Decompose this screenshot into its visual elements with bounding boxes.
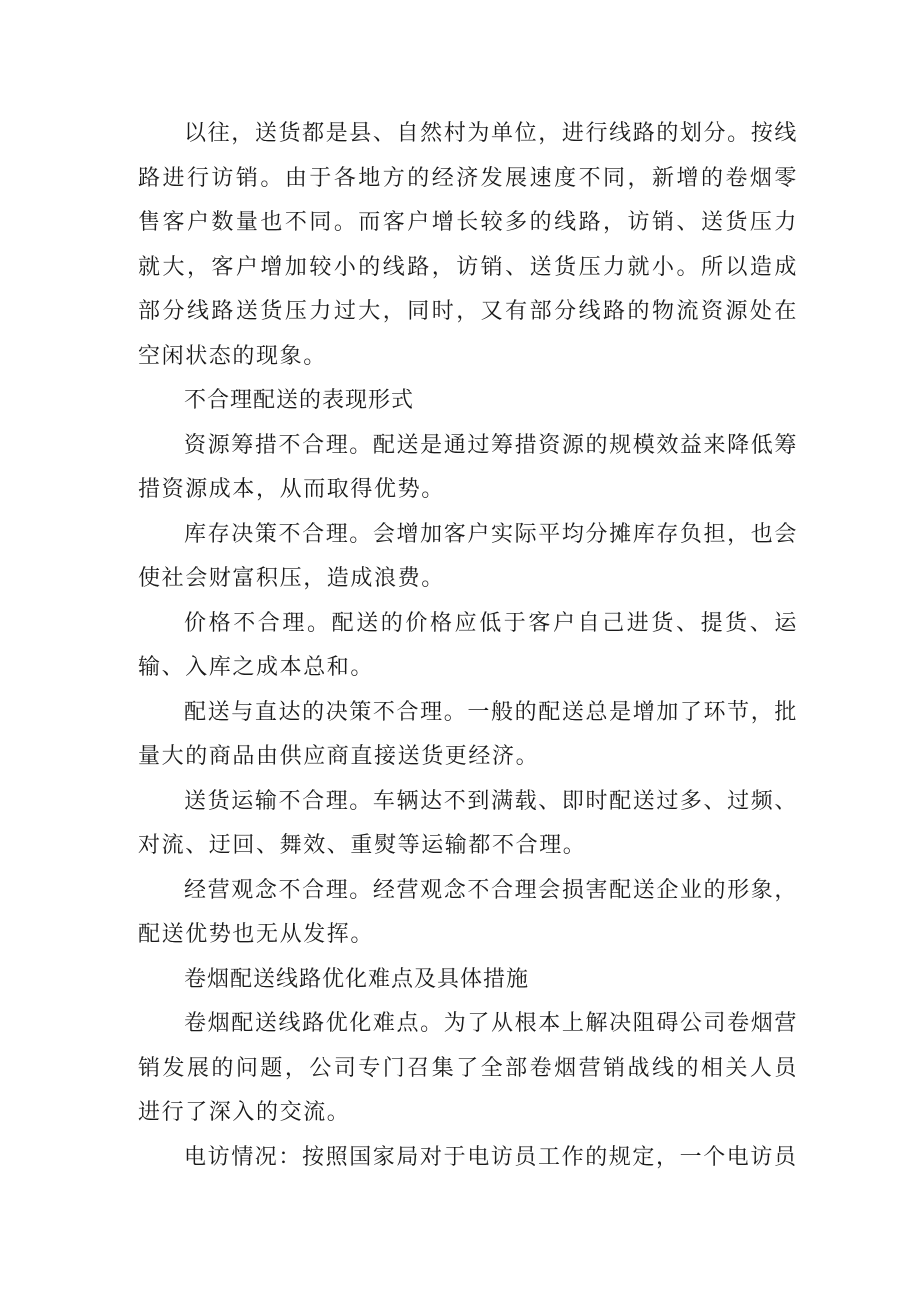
paragraph-route-division: 以往，送货都是县、自然村为单位，进行线路的划分。按线路进行访销。由于各地方的经济发展速度不同，新增的卷烟零售客户数量也不同。而客户增长较多的线路，访销、送货压力就大，客户增加较小的线路，访销、送货压力就小。所以造成部分线路送货压力过大，同时，又有部分线路的物流资源处在空闲状态的现象。 (138, 121, 798, 369)
paragraph-phone-visit: 电访情况：按照国家局对于电访员工作的规定，一个电访员 (184, 1144, 798, 1170)
document-body (138, 112, 798, 1180)
section-heading-route-optimization: 卷烟配送线路优化难点及具体措施 (184, 966, 530, 992)
paragraph-inventory-decision: 库存决策不合理。会增加客户实际平均分摊库存负担，也会使社会财富积压，造成浪费。 (138, 521, 798, 591)
paragraph-transport: 送货运输不合理。车辆达不到满载、即时配送过多、过频、对流、迂回、舞效、重熨等运输都不合理。 (138, 788, 798, 858)
paragraph-optimization-difficulty: 卷烟配送线路优化难点。为了从根本上解决阻碍公司卷烟营销发展的问题，公司专门召集了全部卷烟营销战线的相关人员进行了深入的交流。 (138, 1011, 798, 1125)
paragraph-direct-delivery-decision: 配送与直达的决策不合理。一般的配送总是增加了环节，批量大的商品由供应商直接送货更经济。 (138, 699, 798, 769)
paragraph-price: 价格不合理。配送的价格应低于客户自己进货、提货、运输、入库之成本总和。 (138, 610, 798, 680)
paragraph-business-concept: 经营观念不合理。经营观念不合理会损害配送企业的形象，配送优势也无从发挥。 (138, 877, 798, 947)
paragraph-resource-procurement: 资源筹措不合理。配送是通过筹措资源的规模效益来降低筹措资源成本，从而取得优势。 (138, 432, 798, 502)
section-heading-unreasonable-delivery: 不合理配送的表现形式 (184, 388, 415, 413)
